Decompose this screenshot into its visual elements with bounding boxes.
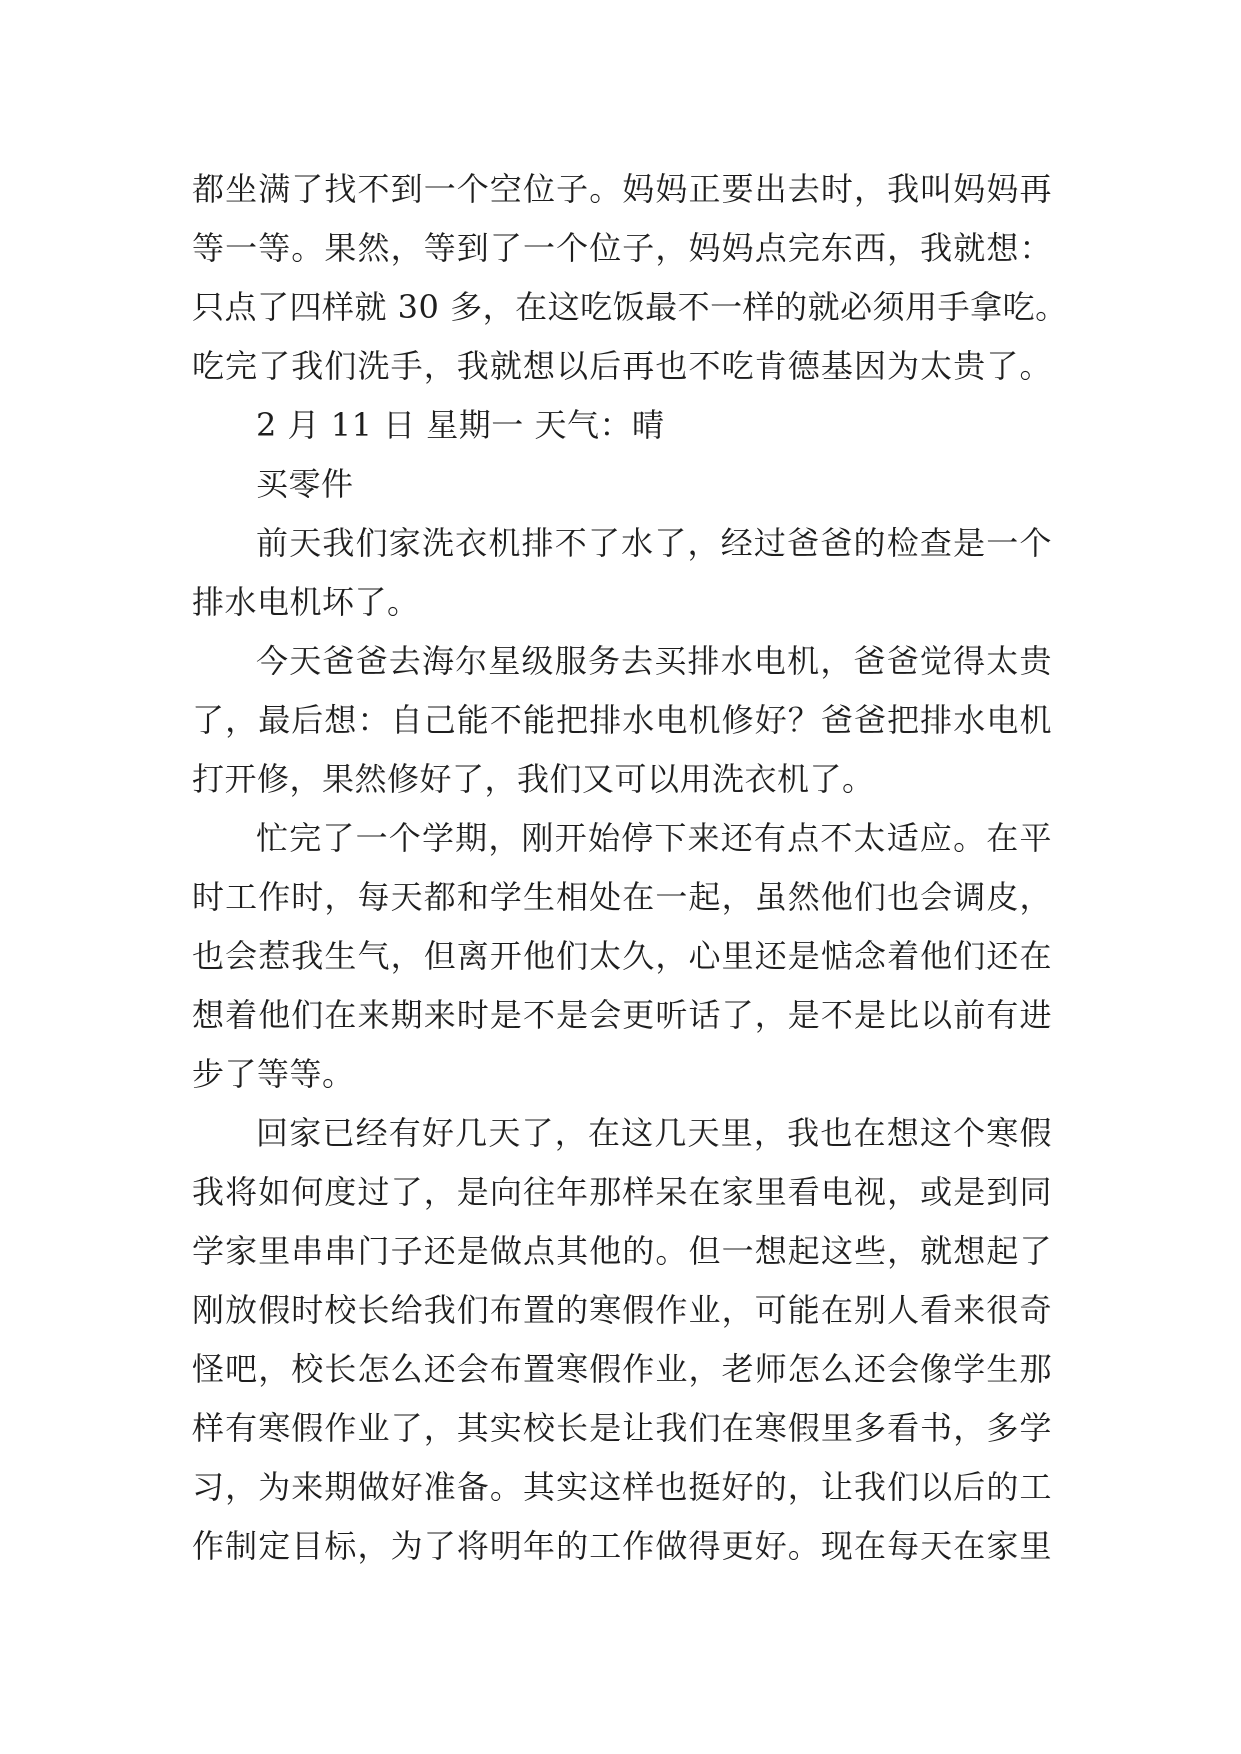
text-line: 时工作时，每天都和学生相处在一起，虽然他们也会调皮， (192, 878, 1052, 916)
text-line: 刚放假时校长给我们布置的寒假作业，可能在别人看来很奇 (192, 1291, 1052, 1329)
text-line: 步了等等。 (192, 1055, 355, 1093)
text-line: 等一等。果然，等到了一个位子，妈妈点完东西，我就想： (192, 229, 1052, 267)
diary-date-line: 2 月 11 日 星期一 天气：晴 (256, 406, 665, 444)
text-line: 我将如何度过了，是向往年那样呆在家里看电视，或是到同 (192, 1173, 1052, 1211)
text-line: 回家已经有好几天了，在这几天里，我也在想这个寒假 (256, 1114, 1052, 1152)
text-line: 都坐满了找不到一个空位子。妈妈正要出去时，我叫妈妈再 (192, 170, 1052, 208)
text-line: 前天我们家洗衣机排不了水了，经过爸爸的检查是一个 (256, 524, 1052, 562)
text-line: 学家里串串门子还是做点其他的。但一想起这些，就想起了 (192, 1232, 1052, 1270)
text-line: 了，最后想：自己能不能把排水电机修好？爸爸把排水电机 (192, 701, 1052, 739)
text-line: 想着他们在来期来时是不是会更听话了，是不是比以前有进 (192, 996, 1052, 1034)
text-line: 习，为来期做好准备。其实这样也挺好的，让我们以后的工 (192, 1468, 1052, 1506)
text-line: 排水电机坏了。 (192, 583, 420, 621)
diary-entry-title: 买零件 (256, 465, 354, 503)
text-line: 打开修，果然修好了，我们又可以用洗衣机了。 (192, 760, 875, 798)
text-line: 吃完了我们洗手，我就想以后再也不吃肯德基因为太贵了。 (192, 347, 1052, 385)
text-line: 也会惹我生气，但离开他们太久，心里还是惦念着他们还在 (192, 937, 1052, 975)
text-line: 忙完了一个学期，刚开始停下来还有点不太适应。在平 (256, 819, 1052, 857)
text-line: 今天爸爸去海尔星级服务去买排水电机，爸爸觉得太贵 (256, 642, 1052, 680)
text-line: 怪吧，校长怎么还会布置寒假作业，老师怎么还会像学生那 (192, 1350, 1052, 1388)
text-line: 样有寒假作业了，其实校长是让我们在寒假里多看书，多学 (192, 1409, 1052, 1447)
body-text (192, 160, 1068, 1576)
text-line: 作制定目标，为了将明年的工作做得更好。现在每天在家里 (192, 1527, 1052, 1565)
text-line: 只点了四样就 30 多，在这吃饭最不一样的就必须用手拿吃。 (192, 288, 1068, 326)
